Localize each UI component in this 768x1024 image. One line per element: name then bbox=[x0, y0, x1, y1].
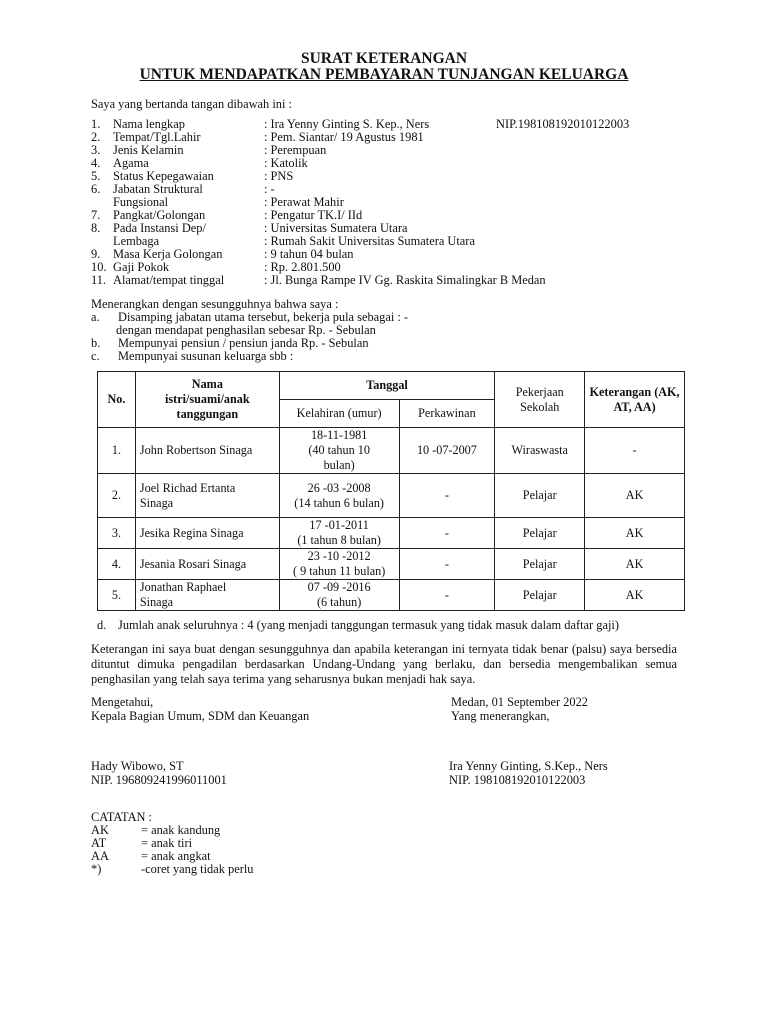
nip-header: NIP.198108192010122003 bbox=[496, 117, 630, 131]
header-kelahiran: Kelahiran (umur) bbox=[279, 400, 399, 428]
row-name: Jonathan Raphael Sinaga bbox=[135, 580, 279, 611]
left-signature-line1: Mengetahui, bbox=[91, 695, 154, 709]
field-number: 4. bbox=[91, 156, 101, 170]
field-number: 8. bbox=[91, 221, 101, 235]
row-name: Jesika Regina Sinaga bbox=[135, 518, 279, 549]
field-label: Jenis Kelamin bbox=[113, 143, 184, 157]
field-label: Masa Kerja Golongan bbox=[113, 247, 223, 261]
row-kelahiran bbox=[279, 580, 399, 611]
header-perkawinan: Perkawinan bbox=[399, 400, 495, 428]
closing-paragraph: Keterangan ini saya buat dengan sesungguhnya dan apabila keterangan ini ternyata tidak benar (palsu) saya bersedia dituntut dimuka pengadilan berdasarkan Undang-Undang yang berlaku, dan bersedia mengembalikan semua penghasilan yang telah saya terima yang seharusnya bukan menjadi hak saya. bbox=[91, 642, 677, 686]
field-label: Pangkat/Golongan bbox=[113, 208, 206, 222]
point-b-text: Mempunyai pensiun / pensiun janda Rp. - Sebulan bbox=[118, 336, 369, 350]
right-signature-title: Yang menerangkan, bbox=[451, 709, 550, 723]
field-number: 5. bbox=[91, 169, 101, 183]
field-label: Tempat/Tgl.Lahir bbox=[113, 130, 201, 144]
note-desc: = anak kandung bbox=[141, 823, 221, 837]
row-perkawinan: - bbox=[399, 580, 495, 611]
row-keterangan: AK bbox=[585, 580, 685, 611]
row-keterangan: AK bbox=[585, 518, 685, 549]
row-keterangan: AK bbox=[585, 549, 685, 580]
point-a-text-continued: dengan mendapat penghasilan sebesar Rp. - Sebulan bbox=[116, 323, 376, 337]
row-name: John Robertson Sinaga bbox=[135, 428, 279, 474]
point-d-marker: d. bbox=[97, 618, 107, 632]
field-value: : PNS bbox=[264, 169, 294, 183]
left-signatory-name: Hady Wibowo, ST bbox=[91, 759, 184, 773]
point-a-text: Disamping jabatan utama tersebut, bekerja pula sebagai : - bbox=[118, 310, 409, 324]
age: ( 9 tahun 11 bulan) bbox=[293, 564, 386, 578]
field-value: : Rp. 2.801.500 bbox=[264, 260, 341, 274]
field-number: 3. bbox=[91, 143, 101, 157]
row-no: 1. bbox=[98, 428, 136, 474]
field-value: : Universitas Sumatera Utara bbox=[264, 221, 408, 235]
row-no: 4. bbox=[98, 549, 136, 580]
note-desc: -coret yang tidak perlu bbox=[141, 862, 254, 876]
row-kelahiran bbox=[279, 428, 399, 474]
declaration-lead: Menerangkan dengan sesungguhnya bahwa saya : bbox=[91, 297, 339, 311]
note-code: AT bbox=[91, 836, 107, 850]
row-perkawinan: 10 -07-2007 bbox=[399, 428, 495, 474]
field-value: : - bbox=[264, 182, 275, 196]
age: (1 tahun 8 bulan) bbox=[297, 533, 381, 547]
field-label: Agama bbox=[113, 156, 149, 170]
place-date: Medan, 01 September 2022 bbox=[451, 695, 588, 709]
document-title: SURAT KETERANGAN bbox=[300, 50, 468, 67]
field-value: : Pem. Siantar/ 19 Agustus 1981 bbox=[264, 130, 424, 144]
table-row bbox=[98, 518, 685, 549]
field-number: 1. bbox=[91, 117, 101, 131]
field-number: 10. bbox=[91, 260, 107, 274]
left-signature-title: Kepala Bagian Umum, SDM dan Keuangan bbox=[91, 709, 310, 723]
point-b-marker: b. bbox=[91, 336, 101, 350]
field-number: 6. bbox=[91, 182, 101, 196]
header-pekerjaan: Pekerjaan Sekolah bbox=[495, 372, 585, 428]
notes-title: CATATAN : bbox=[91, 810, 152, 824]
row-keterangan: - bbox=[585, 428, 685, 474]
birth-date: 17 -01-2011 bbox=[309, 518, 369, 532]
field-value: : Ira Yenny Ginting S. Kep., Ners bbox=[264, 117, 430, 131]
note-code: *) bbox=[91, 862, 102, 876]
field-value: : 9 tahun 04 bulan bbox=[264, 247, 354, 261]
age: (40 tahun 10 bulan) bbox=[308, 443, 370, 472]
intro-text: Saya yang bertanda tangan dibawah ini : bbox=[91, 97, 292, 111]
row-pekerjaan: Wiraswasta bbox=[495, 428, 585, 474]
table-row bbox=[98, 474, 685, 518]
field-value: : Jl. Bunga Rampe IV Gg. Raskita Simalingkar B Medan bbox=[264, 273, 546, 287]
right-signatory-nip: NIP. 198108192010122003 bbox=[449, 773, 586, 787]
row-kelahiran bbox=[279, 474, 399, 518]
field-number: 11. bbox=[91, 273, 107, 287]
birth-date: 18-11-1981 bbox=[310, 428, 368, 442]
table-row bbox=[98, 428, 685, 474]
field-label: Lembaga bbox=[113, 234, 160, 248]
row-perkawinan: - bbox=[399, 474, 495, 518]
note-desc: = anak tiri bbox=[141, 836, 193, 850]
field-value: : Rumah Sakit Universitas Sumatera Utara bbox=[264, 234, 475, 248]
left-signatory-nip: NIP. 196809241996011001 bbox=[91, 773, 227, 787]
birth-date: 23 -10 -2012 bbox=[307, 549, 371, 563]
note-code: AA bbox=[91, 849, 109, 863]
field-value: : Perempuan bbox=[264, 143, 327, 157]
header-keterangan: Keterangan (AK, AT, AA) bbox=[585, 372, 685, 428]
field-label: Pada Instansi Dep/ bbox=[113, 221, 206, 235]
field-label: Jabatan Struktural bbox=[113, 182, 203, 196]
row-perkawinan: - bbox=[399, 518, 495, 549]
row-pekerjaan: Pelajar bbox=[495, 474, 585, 518]
point-c-text: Mempunyai susunan keluarga sbb : bbox=[118, 349, 294, 363]
point-a-marker: a. bbox=[91, 310, 100, 324]
document-subtitle: UNTUK MENDAPATKAN PEMBAYARAN TUNJANGAN KELUARGA bbox=[139, 66, 629, 83]
field-value: : Katolik bbox=[264, 156, 308, 170]
field-label: Nama lengkap bbox=[113, 117, 185, 131]
point-d-text: Jumlah anak seluruhnya : 4 (yang menjadi tanggungan termasuk yang tidak masuk dalam daftar gaji) bbox=[118, 618, 619, 632]
row-no: 2. bbox=[98, 474, 136, 518]
point-c-marker: c. bbox=[91, 349, 100, 363]
row-keterangan: AK bbox=[585, 474, 685, 518]
header-name: Nama istri/suami/anak tanggungan bbox=[135, 372, 279, 428]
table-row bbox=[98, 549, 685, 580]
birth-date: 07 -09 -2016 bbox=[307, 580, 371, 594]
row-pekerjaan: Pelajar bbox=[495, 580, 585, 611]
age: (6 tahun) bbox=[316, 595, 362, 609]
table-row bbox=[98, 580, 685, 611]
row-kelahiran bbox=[279, 518, 399, 549]
row-perkawinan: - bbox=[399, 549, 495, 580]
field-label: Gaji Pokok bbox=[113, 260, 170, 274]
field-label: Fungsional bbox=[113, 195, 169, 209]
row-no: 3. bbox=[98, 518, 136, 549]
right-signatory-name: Ira Yenny Ginting, S.Kep., Ners bbox=[449, 759, 608, 773]
note-desc: = anak angkat bbox=[141, 849, 211, 863]
field-number: 9. bbox=[91, 247, 101, 261]
row-kelahiran bbox=[279, 549, 399, 580]
header-no: No. bbox=[98, 372, 136, 428]
row-no: 5. bbox=[98, 580, 136, 611]
field-number: 2. bbox=[91, 130, 101, 144]
birth-date: 26 -03 -2008 bbox=[307, 480, 371, 495]
header-tanggal: Tanggal bbox=[279, 372, 495, 400]
field-label: Alamat/tempat tinggal bbox=[113, 273, 225, 287]
row-name: Joel Richad Ertanta Sinaga bbox=[135, 474, 279, 518]
field-label: Status Kepegawaian bbox=[113, 169, 214, 183]
family-table bbox=[97, 371, 685, 611]
row-name: Jesania Rosari Sinaga bbox=[135, 549, 279, 580]
field-number: 7. bbox=[91, 208, 101, 222]
age: (14 tahun 6 bulan) bbox=[294, 495, 384, 510]
row-pekerjaan: Pelajar bbox=[495, 549, 585, 580]
field-value: : Perawat Mahir bbox=[264, 195, 344, 209]
row-pekerjaan: Pelajar bbox=[495, 518, 585, 549]
field-value: : Pengatur TK.I/ IId bbox=[264, 208, 363, 222]
note-code: AK bbox=[91, 823, 109, 837]
